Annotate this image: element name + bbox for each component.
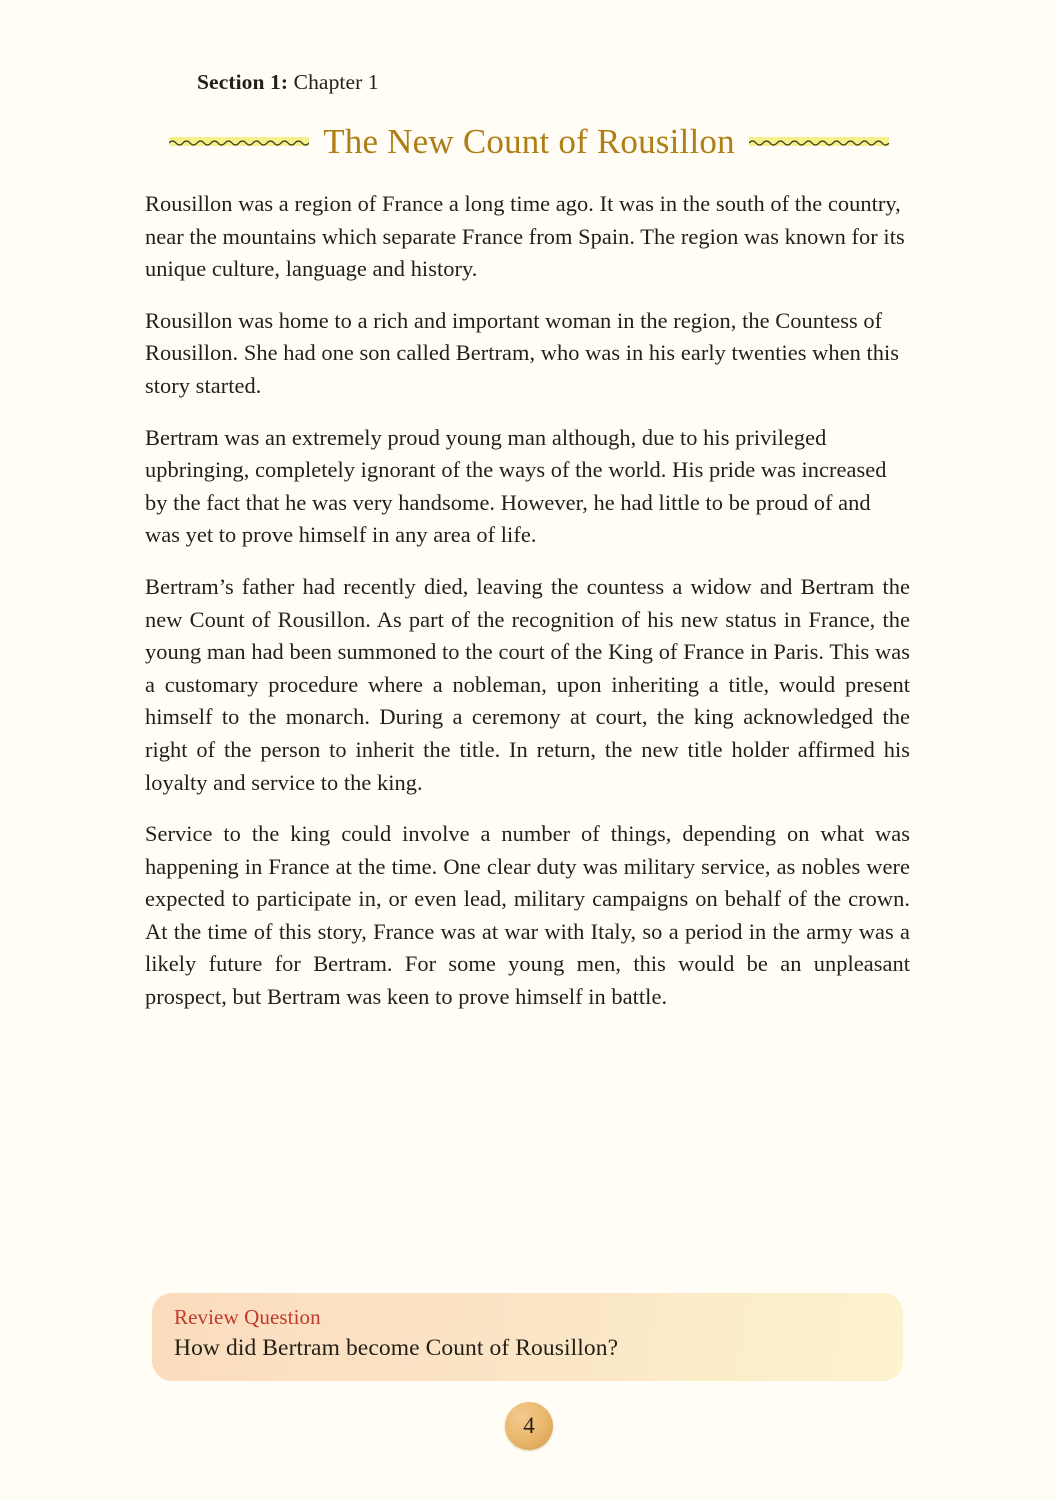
wavy-rule-icon-right <box>749 135 889 149</box>
review-question-text: How did Bertram become Count of Rousillon? <box>174 1335 619 1361</box>
paragraph: Rousillon was a region of France a long time ago. It was in the south of the country, near the mountains which separate France from Spain. The region was known for its unique culture, language and history. <box>145 191 905 282</box>
body-text-column <box>145 188 910 1014</box>
paragraph: Bertram was an extremely proud young man although, due to his privileged upbringing, completely ignorant of the ways of the world. His pride was increased by the fact that he was very handsome. However, he had little to be proud of and was yet to prove himself in any area of life. <box>145 424 887 548</box>
paragraph: Rousillon was home to a rich and important woman in the region, the Countess of Rousillon. She had one son called Bertram, who was in his early twenties when this story started. <box>145 307 900 398</box>
paragraph: Bertram’s father had recently died, leaving the countess a widow and Bertram the new Count of Rousillon. As part of the recognition of his new status in France, the young man had been summoned to the court of the King of France in Paris. This was a customary procedure where a nobleman, upon inheriting a title, would present himself to the monarch. During a ceremony at court, the king acknowledged the right of the person to inherit the title. In return, the new title holder affirmed his loyalty and service to the king. <box>145 573 910 795</box>
page-title: The New Count of Rousillon <box>323 121 735 161</box>
wavy-rule-icon-left <box>169 135 309 149</box>
paragraph: Service to the king could involve a number of things, depending on what was happening in France at the time. One clear duty was military service, as nobles were expected to participate in, or even lead, military campaigns on behalf of the crown. At the time of this story, France was at war with Italy, so a period in the army was a likely future for Bertram. For some young men, this would be an unpleasant prospect, but Bertram was keen to prove himself in battle. <box>145 821 910 1010</box>
chapter-label: Chapter 1 <box>288 70 379 94</box>
section-label: Section 1: <box>197 70 289 94</box>
review-question-box <box>152 1293 903 1381</box>
section-chapter-header <box>197 70 379 95</box>
chapter-title-row <box>148 118 910 166</box>
page-number-badge: 4 <box>505 1402 553 1450</box>
review-question-label: Review Question <box>174 1305 321 1329</box>
